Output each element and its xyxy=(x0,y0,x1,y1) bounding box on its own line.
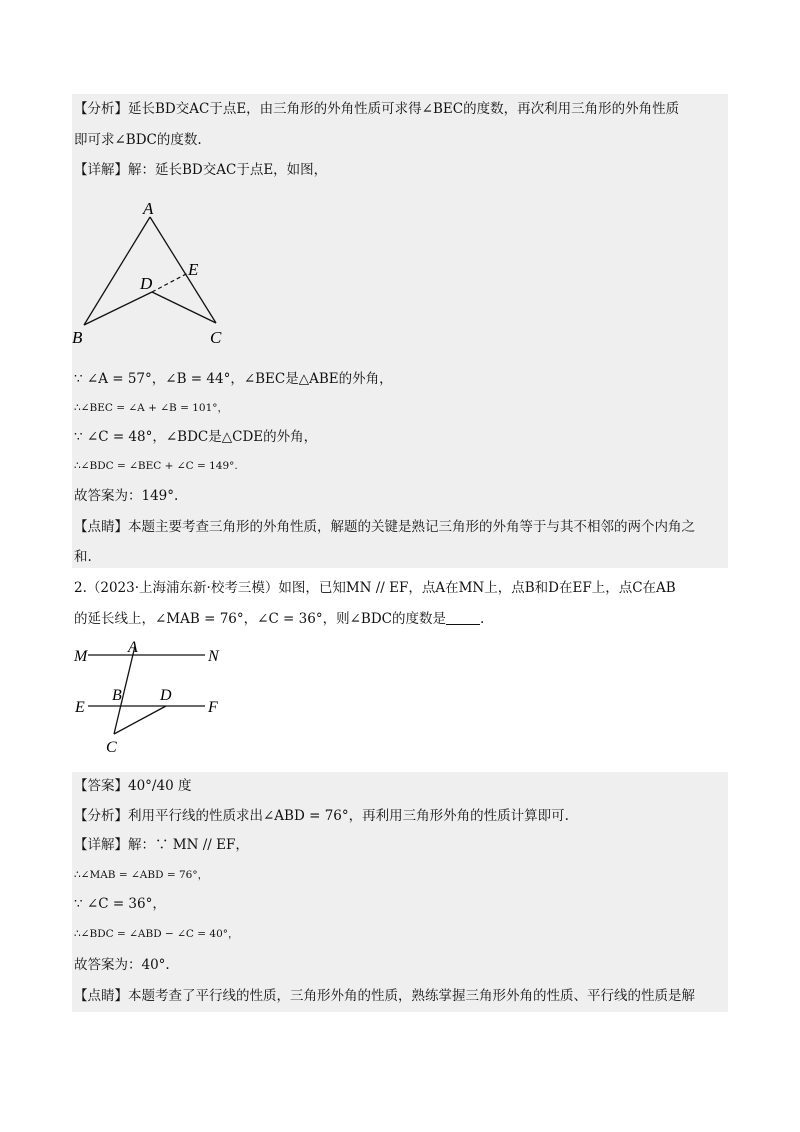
label-D2: D xyxy=(160,687,172,704)
answer-blank xyxy=(446,610,480,625)
label-A2: A xyxy=(128,639,138,656)
comment-line-2: 和. xyxy=(74,549,92,565)
detail-line: 【详解】解：延长BD交AC于点E，如图， xyxy=(74,162,328,178)
label-B: B xyxy=(72,328,83,347)
analysis-2-line: 【分析】利用平行线的性质求出∠ABD = 76°，再利用三角形外角的性质计算即可. xyxy=(74,808,569,824)
answer-2-line: 【答案】40°/40 度 xyxy=(74,778,192,794)
detail-2-line-3: ∵ ∠C = 36°， xyxy=(74,896,166,912)
label-E2: E xyxy=(75,699,85,716)
label-C: C xyxy=(210,328,222,347)
step-line-1: ∵ ∠A = 57°，∠B = 44°，∠BEC是△ABE的外角， xyxy=(74,371,393,387)
step-line-3: ∵ ∠C = 48°，∠BDC是△CDE的外角， xyxy=(74,429,318,445)
step-line-4: ∴∠BDC = ∠BEC + ∠C = 149°. xyxy=(74,460,238,472)
analysis-line-1: 【分析】延长BD交AC于点E，由三角形的外角性质可求得∠BEC的度数，再次利用三角形的外角性质 xyxy=(74,101,680,117)
comment-2-line: 【点睛】本题考查了平行线的性质，三角形外角的性质，熟练掌握三角形外角的性质、平行线的性质是解 xyxy=(74,988,695,1004)
figure-parallel-lines xyxy=(70,636,240,761)
label-N: N xyxy=(208,648,219,665)
step-line-2: ∴∠BEC = ∠A + ∠B = 101°， xyxy=(74,402,228,414)
question-2-line-1: 2.（2023·上海浦东新·校考三模）如图，已知MN // EF，点A在MN上，点B和D在EF上，点C在AB xyxy=(74,580,676,596)
detail-2-line-4: ∴∠BDC = ∠ABD − ∠C = 40°， xyxy=(74,928,239,940)
comment-line-1: 【点睛】本题主要考查三角形的外角性质，解题的关键是熟记三角形的外角等于与其不相邻的两个内角之 xyxy=(74,519,695,535)
label-B2: B xyxy=(112,687,122,704)
question-2-text: 的延长线上，∠MAB = 76°，∠C = 36°，则∠BDC的度数是 xyxy=(74,611,446,627)
answer-2-result: 故答案为：40°. xyxy=(74,957,170,973)
detail-2-line-1: 【详解】解：∵ MN // EF， xyxy=(74,837,249,853)
label-F: F xyxy=(208,699,218,716)
question-2-line-2 xyxy=(74,609,484,629)
label-E: E xyxy=(188,260,199,279)
detail-2-line-2: ∴∠MAB = ∠ABD = 76°， xyxy=(74,869,209,881)
label-M: M xyxy=(74,648,88,665)
answer-line-1: 故答案为：149°. xyxy=(74,488,179,504)
figure-triangle-abc xyxy=(70,195,240,350)
label-D: D xyxy=(140,274,153,293)
label-A: A xyxy=(143,199,154,218)
analysis-line-2: 即可求∠BDC的度数. xyxy=(74,132,202,148)
label-C2: C xyxy=(106,739,117,756)
question-2-end: . xyxy=(479,611,485,627)
